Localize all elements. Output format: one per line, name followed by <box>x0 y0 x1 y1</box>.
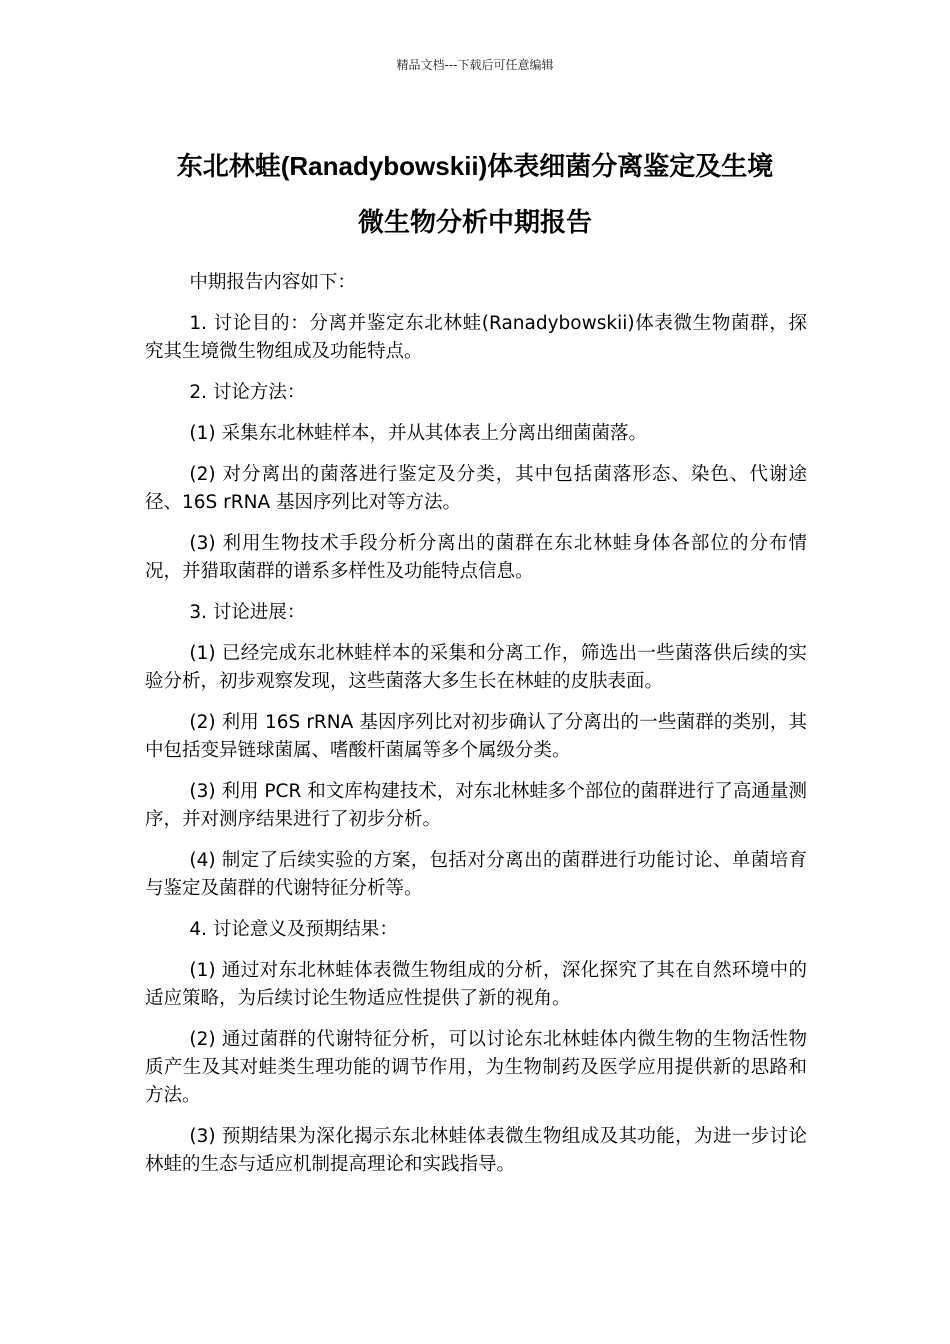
progress-item-3: (3) 利用 PCR 和文库构建技术，对东北林蛙多个部位的菌群进行了高通量测序，并对测序结果进行了初步分析。 <box>145 781 807 830</box>
method-item-3: (3) 利用生物技术手段分析分离出的菌群在东北林蛙身体各部位的分布情况，并猎取菌群的谱系多样性及功能特点信息。 <box>145 533 807 582</box>
title-line-1: 东北林蛙(Ranadybowskii)体表细菌分离鉴定及生境 <box>176 151 774 181</box>
method-item-2: (2) 对分离出的菌落进行鉴定及分类，其中包括菌落形态、染色、代谢途径、16S rRNA 基因序列比对等方法。 <box>145 464 807 513</box>
page-header: 精品文档---下载后可任意编辑 <box>396 58 554 72</box>
progress-item-1: (1) 已经完成东北林蛙样本的采集和分离工作，筛选出一些菌落供后续的实验分析，初步观察发现，这些菌落大多生长在林蛙的皮肤表面。 <box>145 643 807 692</box>
significance-item-1: (1) 通过对东北林蛙体表微生物组成的分析，深化探究了其在自然环境中的适应策略，为后续讨论生物适应性提供了新的视角。 <box>145 960 807 1009</box>
significance-item-3: (3) 预期结果为深化揭示东北林蛙体表微生物组成及其功能，为进一步讨论林蛙的生态与适应机制提高理论和实践指导。 <box>145 1126 807 1175</box>
title-line-2: 微生物分析中期报告 <box>357 207 592 237</box>
section-2-heading: 2. 讨论方法： <box>189 382 306 403</box>
document-title <box>145 138 805 250</box>
significance-item-2: (2) 通过菌群的代谢特征分析，可以讨论东北林蛙体内微生物的生物活性物质产生及其对蛙类生理功能的调节作用，为生物制药及医学应用提供新的思路和方法。 <box>145 1029 807 1106</box>
section-1-purpose: 1. 讨论目的：分离并鉴定东北林蛙(Ranadybowskii)体表微生物菌群，探究其生境微生物组成及功能特点。 <box>145 313 807 362</box>
intro-paragraph: 中期报告内容如下： <box>189 272 356 293</box>
progress-item-2: (2) 利用 16S rRNA 基因序列比对初步确认了分离出的一些菌群的类别，其中包括变异链球菌属、嗜酸杆菌属等多个属级分类。 <box>145 712 807 761</box>
progress-item-4: (4) 制定了后续实验的方案，包括对分离出的菌群进行功能讨论、单菌培育与鉴定及菌群的代谢特征分析等。 <box>145 850 807 899</box>
method-item-1: (1) 采集东北林蛙样本，并从其体表上分离出细菌菌落。 <box>189 423 647 444</box>
section-3-heading: 3. 讨论进展： <box>189 602 306 623</box>
report-body <box>145 269 807 1192</box>
section-4-heading: 4. 讨论意义及预期结果： <box>189 919 398 940</box>
